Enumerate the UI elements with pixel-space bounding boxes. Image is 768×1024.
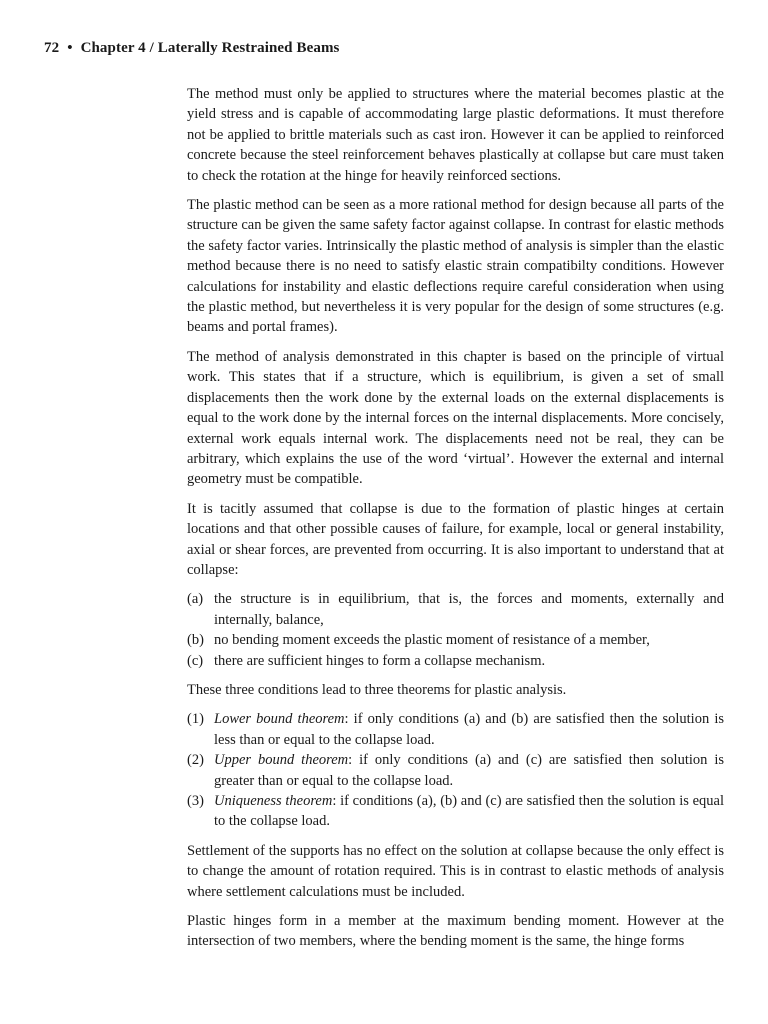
list-item	[187, 630, 724, 650]
list-marker: (b)	[187, 632, 204, 649]
page-number: 72	[44, 40, 60, 56]
conditions-list	[187, 589, 724, 671]
theorem-name: Lower bound theorem	[214, 711, 345, 728]
paragraph-three-theorems: These three conditions lead to three theorems for plastic analysis.	[187, 681, 567, 698]
paragraph-virtual-work: The method of analysis demonstrated in this chapter is based on the principle of virtual work. This states that if a structure, which is equilibrium, is given a set of small displacements then the work done by the external loads on the external displacements is equal to the work done by the internal forces on the internal displacements. More concisely, external work equals internal work. The displacements need not be real, they can be arbitrary, which explains the use of the word ‘virtual’. However the external and internal geometry must be compatible.	[187, 348, 724, 488]
paragraph-rational-method: The plastic method can be seen as a more rational method for design because all parts of the structure can be given the same safety factor against collapse. In contrast for elastic methods the safety factor varies. Intrinsically the plastic method of analysis is simpler than the elastic method because there is no need to satisfy elastic strain compatibilty conditions. However calculations for instability and elastic deflections require careful consideration when using the plastic method, but nevertheless it is very popular for the design of some structures (e.g. beams and portal frames).	[187, 197, 724, 336]
paragraph-settlement: Settlement of the supports has no effect on the solution at collapse because the only effect is to change the amount of rotation required. This is in contrast to elastic methods of analysis where settlement calculations must be included.	[187, 842, 724, 900]
header-bullet: •	[67, 40, 73, 56]
theorem-text: : if only conditions (a) and (c) are satisfied then solution is greater than or equal to the collapse load.	[214, 752, 725, 789]
list-item	[187, 589, 724, 630]
list-item	[187, 791, 724, 832]
list-item-text: no bending moment exceeds the plastic moment of resistance of a member,	[214, 632, 650, 649]
list-marker: (c)	[187, 652, 204, 669]
theorem-name: Uniqueness theorem	[214, 793, 333, 809]
theorems-list	[187, 709, 724, 831]
body-text	[187, 84, 724, 961]
theorem-name: Upper bound theorem	[214, 752, 349, 769]
paragraph-plastic-applicability: The method must only be applied to structures where the material becomes plastic at the yield stress and is capable of accommodating large plastic deformations. It must therefore not be applied to brittle materials such as cast iron. However it can be applied to reinforced concrete because the steel reinforcement behaves plastically at collapse but care must taken to check the rotation at the hinge for heavily reinforced sections.	[187, 86, 724, 184]
list-marker: (3)	[187, 793, 204, 809]
list-item-text	[214, 750, 724, 791]
list-item	[187, 651, 724, 671]
paragraph-hinge-formation: Plastic hinges form in a member at the maximum bending moment. However at the intersection of two members, where the bending moment is the same, the hinge forms	[187, 913, 724, 950]
list-item	[187, 709, 724, 750]
chapter-title: Chapter 4 / Laterally Restrained Beams	[80, 40, 340, 56]
list-item	[187, 750, 724, 791]
list-marker: (1)	[187, 711, 204, 728]
list-item-text	[214, 791, 724, 832]
theorem-text: : if only conditions (a) and (b) are satisfied then the solution is less than or equal to the collapse load.	[214, 711, 724, 748]
running-header	[44, 40, 339, 57]
list-item-text: there are sufficient hinges to form a collapse mechanism.	[214, 652, 546, 669]
list-item-text: the structure is in equilibrium, that is, the forces and moments, externally and internally, balance,	[214, 591, 724, 628]
paragraph-collapse-assumption: It is tacitly assumed that collapse is due to the formation of plastic hinges at certain locations and that other possible causes of failure, for example, local or general instability, axial or shear forces, are prevented from occurring. It is also important to understand that at collapse:	[187, 500, 724, 578]
list-marker: (2)	[187, 752, 204, 769]
theorem-text: : if conditions (a), (b) and (c) are satisfied then the solution is equal to the collapse load.	[214, 793, 724, 830]
list-item-text	[214, 709, 724, 750]
list-marker: (a)	[187, 591, 204, 608]
